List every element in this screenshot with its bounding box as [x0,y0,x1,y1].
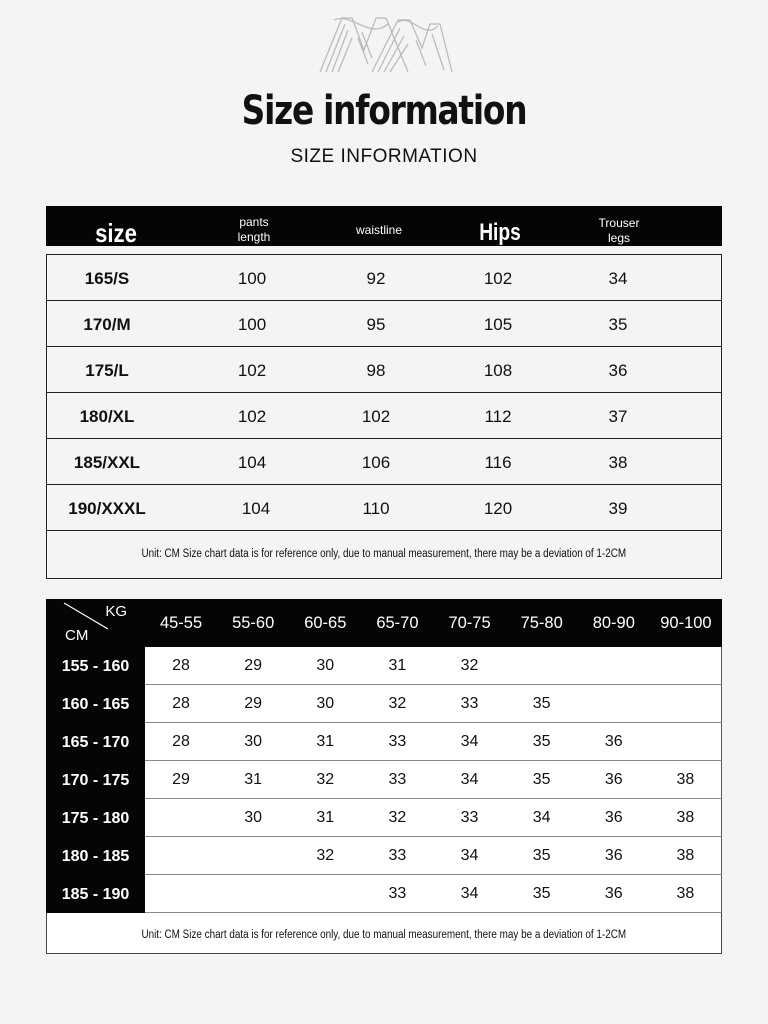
weight-column-header: 70-75 [434,599,506,647]
table-row [47,484,721,530]
corner-kg-label: KG [105,603,127,620]
height-weight-note [46,913,722,954]
size-cell: 175/L [85,361,129,380]
size-value-cell: 34 [434,723,506,761]
header-hips: Hips [479,219,521,246]
weight-column-header: 75-80 [506,599,578,647]
size-value-cell [650,647,722,685]
hips-cell: 120 [483,499,513,518]
pants-length-cell: 104 [241,499,271,518]
pants-length-cell: 104 [237,453,267,472]
waistline-cell: 92 [366,269,386,288]
size-value-cell: 33 [361,761,433,799]
size-value-cell: 30 [289,647,361,685]
size-value-cell [145,837,217,875]
size-value-cell: 32 [434,647,506,685]
pants-length-cell: 102 [237,361,267,380]
header-trouser-legs-line1: Trouser [598,216,640,230]
table-row [47,300,721,346]
page-subtitle: SIZE INFORMATION [290,146,478,167]
size-value-cell: 32 [289,837,361,875]
header-size: size [95,218,137,248]
weight-column-header: 65-70 [361,599,433,647]
weight-column-header: 60-65 [289,599,361,647]
weight-column-header: 55-60 [217,599,289,647]
size-value-cell: 31 [361,647,433,685]
table-row [47,346,721,392]
size-value-cell: 33 [361,837,433,875]
height-row-header: 185 - 190 [46,875,145,913]
trouser-legs-cell: 39 [608,499,628,518]
size-value-cell: 31 [289,799,361,837]
trouser-legs-cell: 35 [608,315,628,334]
height-row-header: 155 - 160 [46,647,145,685]
height-weight-note-text: Unit: CM Size chart data is for reference only, due to manual measurement, there may be a deviation of 1-2CM [141,929,627,941]
trouser-legs-cell: 37 [608,407,628,426]
size-cell: 185/XXL [73,453,141,472]
size-value-cell: 36 [578,761,650,799]
hips-cell: 108 [483,361,513,380]
size-value-cell: 38 [650,761,722,799]
size-value-cell [650,723,722,761]
size-value-cell: 28 [145,723,217,761]
waistline-cell: 95 [366,315,386,334]
height-row-header: 180 - 185 [46,837,145,875]
size-value-cell [145,875,217,913]
size-value-cell: 32 [289,761,361,799]
header-trouser-legs [590,216,648,246]
height-row-header: 165 - 170 [46,723,145,761]
table-row [47,392,721,438]
brand-logo-icon [312,10,456,82]
size-value-cell: 29 [217,685,289,723]
corner-cm-label: CM [65,627,89,644]
size-value-cell: 32 [361,685,433,723]
size-value-cell: 34 [434,875,506,913]
weight-column-header: 80-90 [578,599,650,647]
size-value-cell: 34 [434,761,506,799]
table-corner-header [46,599,145,647]
size-table-note [47,530,721,578]
size-value-cell: 36 [578,837,650,875]
hips-cell: 105 [483,315,513,334]
hips-cell: 116 [484,453,512,472]
size-value-cell: 35 [506,875,578,913]
size-value-cell [145,799,217,837]
header-waistline: waistline [355,223,403,237]
page-title: Size information [241,88,527,134]
size-value-cell: 33 [361,875,433,913]
size-value-cell: 35 [506,723,578,761]
trouser-legs-cell: 38 [608,453,628,472]
pants-length-cell: 102 [237,407,267,426]
size-cell: 180/XL [79,407,135,426]
size-value-cell: 36 [578,723,650,761]
pants-length-cell: 100 [237,315,267,334]
size-value-cell: 28 [145,647,217,685]
size-cell: 170/M [83,315,131,334]
trouser-legs-cell: 36 [608,361,628,380]
size-value-cell: 38 [650,875,722,913]
height-row-header: 175 - 180 [46,799,145,837]
size-value-cell: 32 [361,799,433,837]
size-value-cell: 38 [650,837,722,875]
hips-cell: 112 [484,407,512,426]
size-value-cell: 33 [434,799,506,837]
size-table-note-text: Unit: CM Size chart data is for reference only, due to manual measurement, there may be a deviation of 1-2CM [141,548,627,560]
size-value-cell: 29 [217,647,289,685]
size-cell: 165/S [84,269,130,288]
size-value-cell [217,837,289,875]
size-value-cell [650,685,722,723]
header-pants-length-line2: length [237,230,271,244]
size-value-cell [578,685,650,723]
size-value-cell [506,647,578,685]
pants-length-cell: 100 [237,269,267,288]
size-value-cell: 38 [650,799,722,837]
header-pants-length-line1: pants [239,215,269,229]
size-table-header [46,206,722,246]
header-pants-length [232,215,276,245]
height-row-header: 170 - 175 [46,761,145,799]
hips-cell: 102 [483,269,513,288]
height-row-header: 160 - 165 [46,685,145,723]
waistline-cell: 110 [362,499,390,518]
size-value-cell: 28 [145,685,217,723]
size-value-cell: 36 [578,799,650,837]
height-weight-grid [46,599,722,913]
size-value-cell [217,875,289,913]
weight-column-header: 45-55 [145,599,217,647]
waistline-cell: 102 [361,407,391,426]
size-value-cell: 30 [217,799,289,837]
size-value-cell [578,647,650,685]
size-value-cell: 29 [145,761,217,799]
size-value-cell: 33 [361,723,433,761]
size-value-cell: 34 [506,799,578,837]
trouser-legs-cell: 34 [608,269,628,288]
size-value-cell [289,875,361,913]
size-value-cell: 35 [506,761,578,799]
size-value-cell: 31 [217,761,289,799]
size-value-cell: 31 [289,723,361,761]
waistline-cell: 98 [366,361,386,380]
size-cell: 190/XXXL [68,499,146,518]
height-weight-table [46,599,722,954]
table-row [47,254,721,300]
weight-column-header: 90-100 [650,599,722,647]
size-value-cell: 30 [217,723,289,761]
size-measurement-table [46,206,722,579]
size-value-cell: 30 [289,685,361,723]
size-value-cell: 33 [434,685,506,723]
size-table-body [46,254,722,579]
size-value-cell: 35 [506,685,578,723]
waistline-cell: 106 [361,453,391,472]
table-row [47,438,721,484]
size-value-cell: 34 [434,837,506,875]
header-trouser-legs-line2: legs [607,231,630,245]
size-value-cell: 35 [506,837,578,875]
size-value-cell: 36 [578,875,650,913]
corner-divider-line [46,599,145,647]
